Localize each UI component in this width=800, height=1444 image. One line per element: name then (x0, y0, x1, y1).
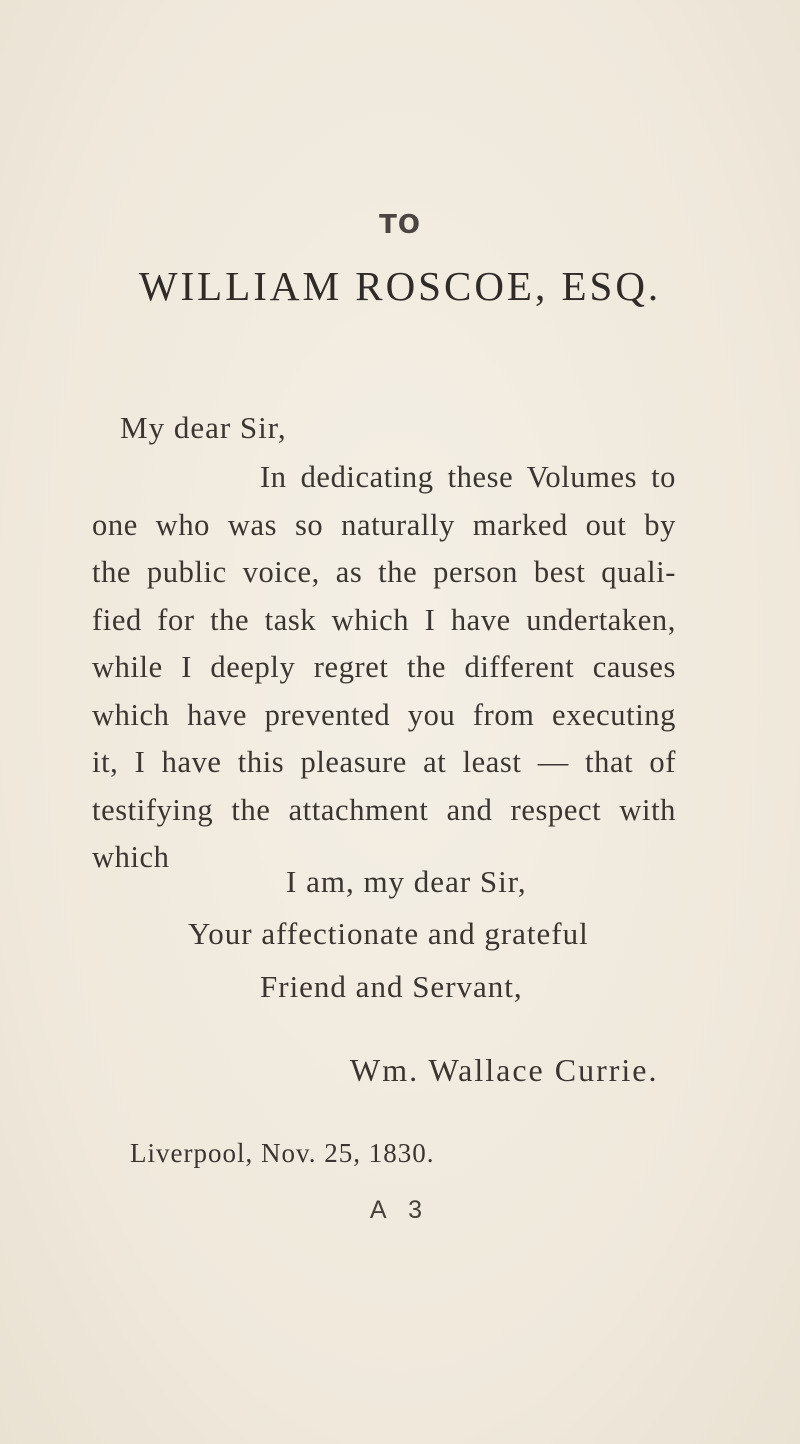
letter-body (92, 454, 676, 882)
closing-line-3: Friend and Servant, (260, 969, 523, 1004)
dedication-to: TO (379, 210, 421, 240)
body-line: while I deeply regret the different causes (92, 650, 676, 684)
closing-line-2: Your affectionate and grateful (188, 916, 589, 951)
salutation-text: My dear Sir, (120, 410, 287, 445)
place-date: Liverpool, Nov. 25, 1830. (130, 1138, 435, 1168)
body-line: In dedicating these Volumes to (260, 460, 676, 494)
signature: Wm. Wallace Currie. (350, 1052, 659, 1088)
closing-line-1: I am, my dear Sir, (286, 864, 527, 899)
body-line: one who was so naturally marked out by (92, 507, 676, 542)
body-line: it, I have this pleasure at least — that of (92, 745, 676, 779)
printer-signature-mark: A 3 (369, 1196, 431, 1224)
body-line: the public voice, as the person best quali- (92, 555, 676, 589)
salutation (120, 410, 287, 446)
body-line: which have prevented you from executing (92, 697, 676, 732)
body-line: which (92, 840, 170, 874)
body-line: fied for the task which I have undertaken, (92, 602, 676, 637)
body-line: testifying the attachment and respect with (92, 792, 676, 827)
addressee-name: WILLIAM ROSCOE, ESQ. (138, 263, 662, 309)
